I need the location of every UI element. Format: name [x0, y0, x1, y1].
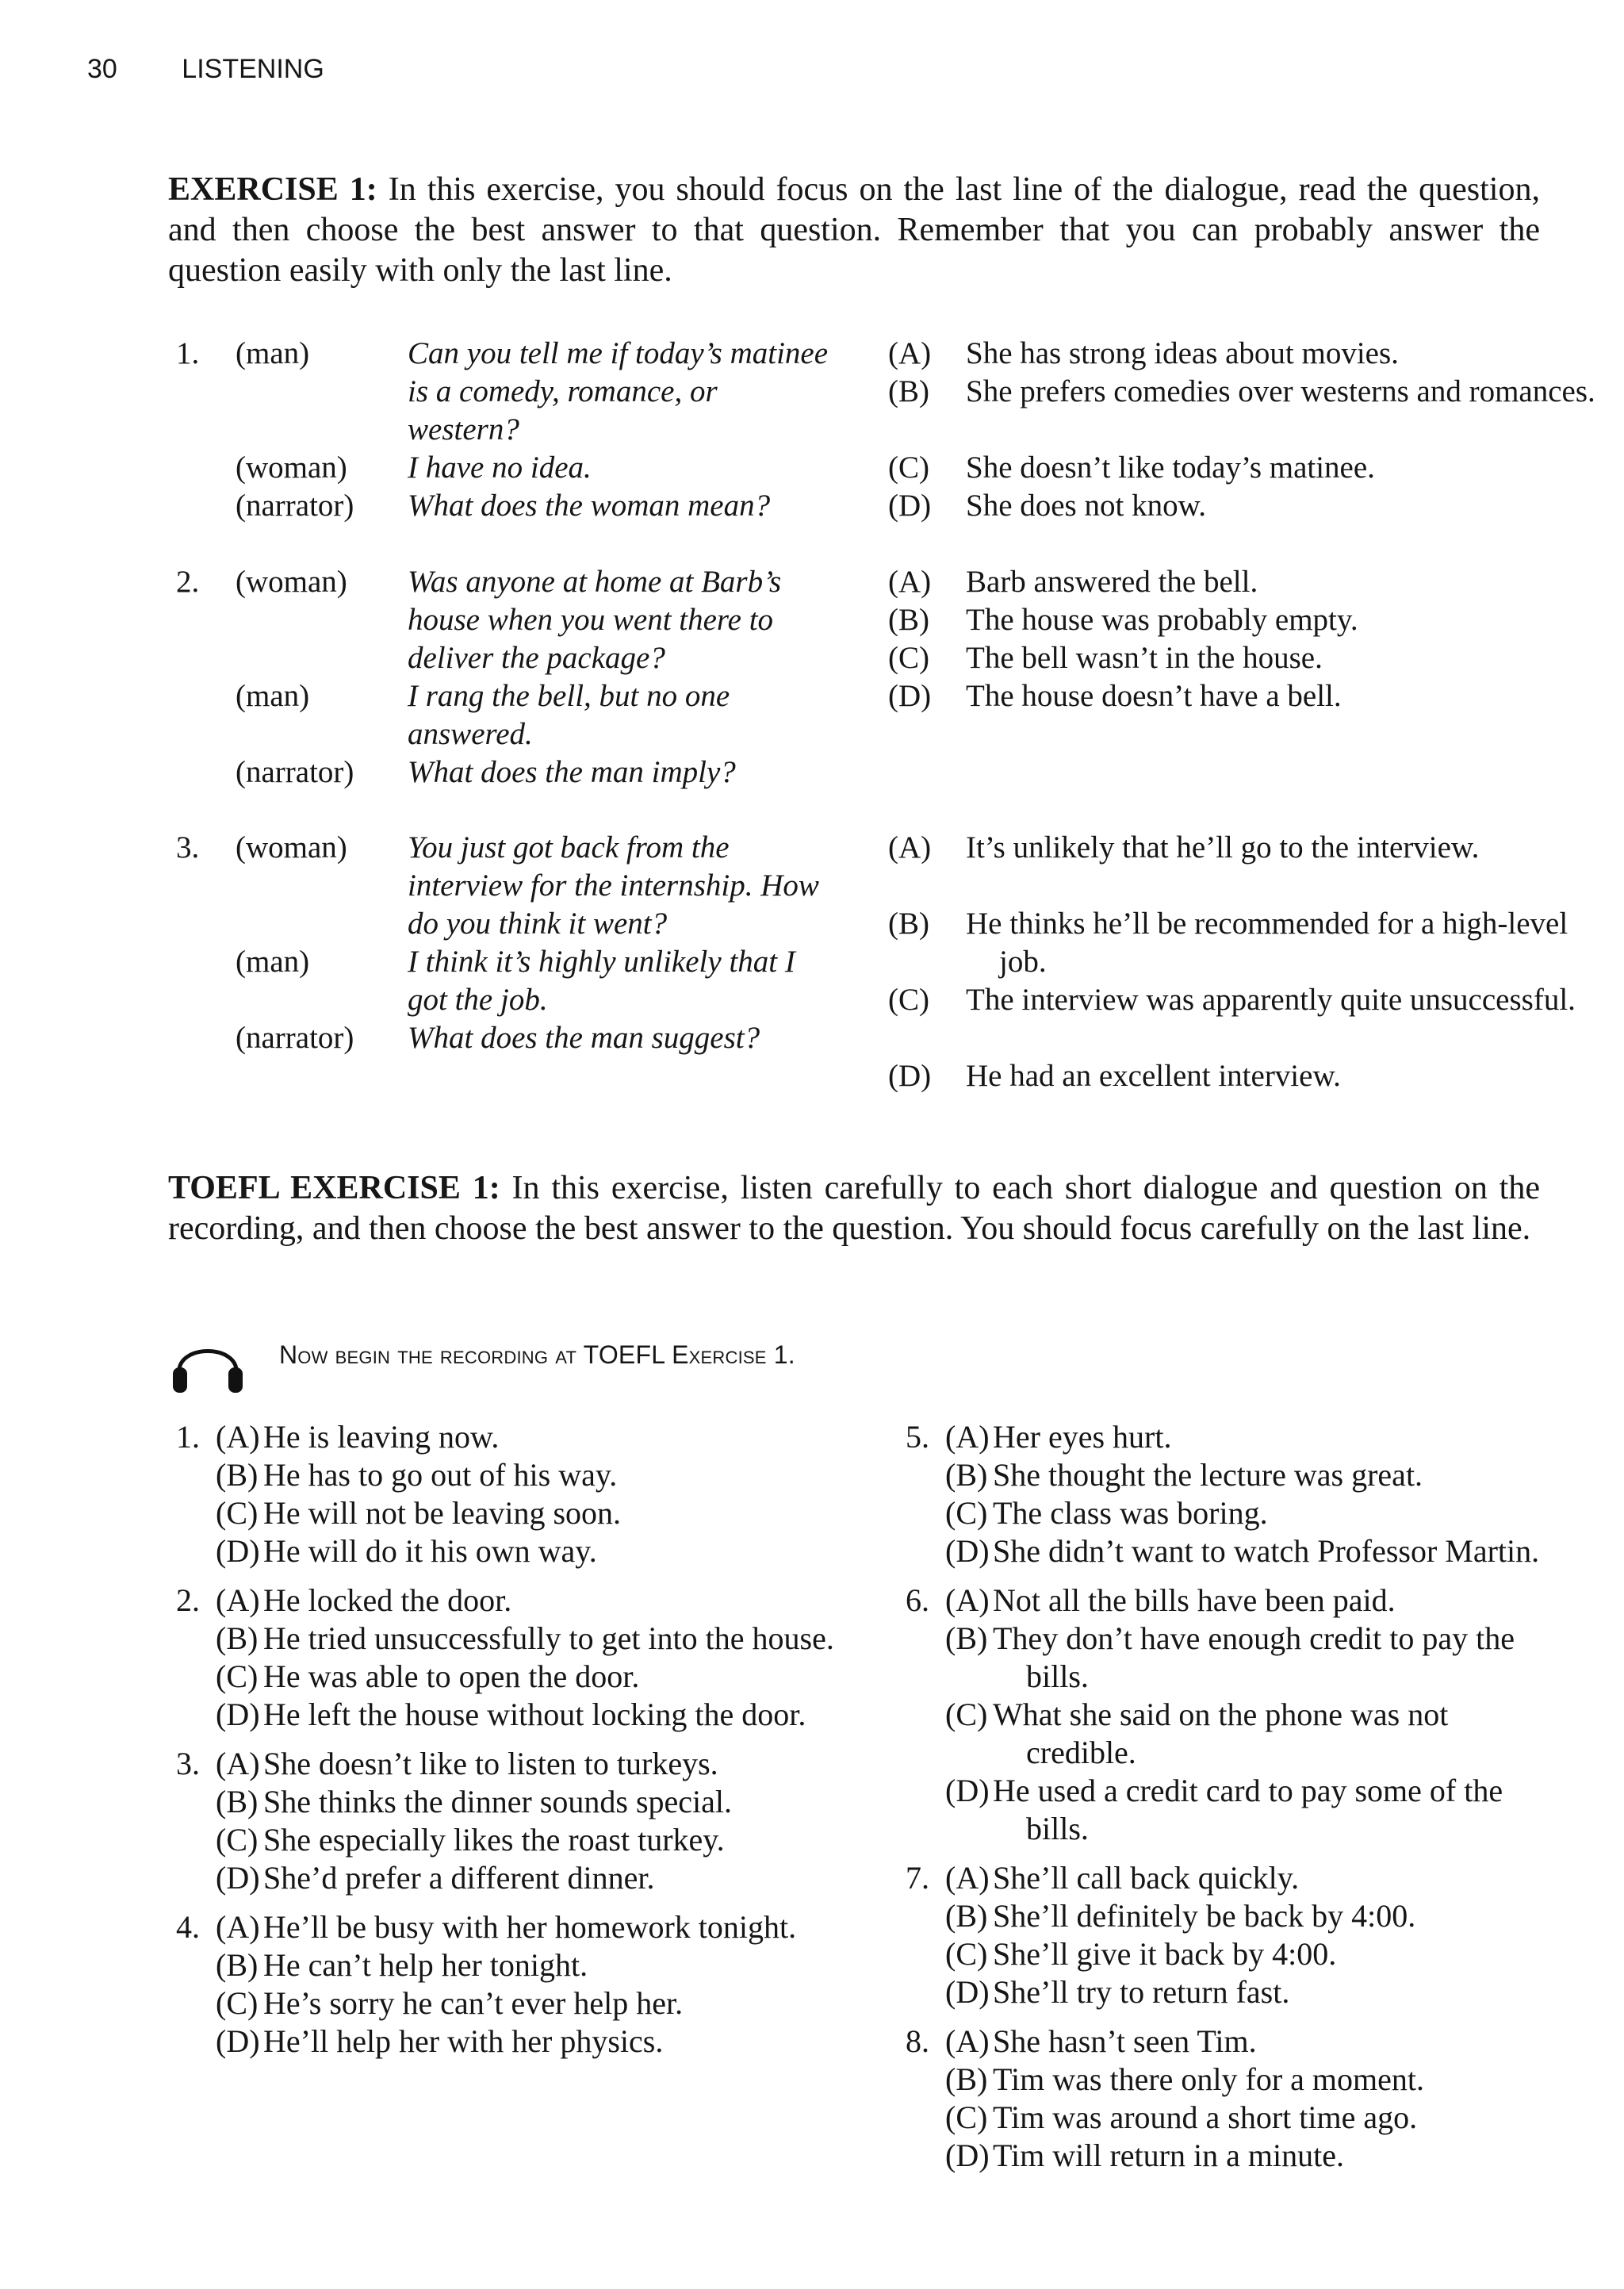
option-text: He will do it his own way. [263, 1533, 597, 1569]
option-letter: (B) [216, 1784, 259, 1819]
answer-option: It’s unlikely that he’ll go to the interview. [966, 830, 1480, 865]
option-text: Tim will return in a minute. [993, 2138, 1344, 2173]
answer-choice[interactable] [906, 1582, 1540, 1620]
option-letter: (B) [945, 1457, 988, 1493]
answer-option: He thinks he’ll be recommended for a high-level job. [966, 907, 1568, 979]
option-letter: (D) [888, 1059, 932, 1093]
dialogue-line: Can you tell me if today’s matinee is a comedy, romance, or western? [408, 336, 829, 447]
question-number: 2. [176, 1582, 200, 1618]
option-letter: (D) [216, 1697, 260, 1732]
answer-choice[interactable] [906, 2061, 1540, 2099]
toefl-exercise-1-label: TOEFL EXERCISE 1: [168, 1170, 500, 1206]
answer-option: She prefers comedies over westerns and romances. [966, 374, 1595, 408]
option-text: He is leaving now. [263, 1419, 500, 1455]
exercise-1-item-3 [0, 829, 1624, 1093]
answer-choice[interactable] [906, 2099, 1540, 2137]
speaker-label: (man) [236, 679, 310, 713]
option-text: The class was boring. [993, 1495, 1268, 1531]
page-header [87, 54, 324, 85]
option-text: He was able to open the door. [263, 1658, 640, 1694]
speaker-label: (man) [236, 336, 310, 370]
answer-choice[interactable] [176, 1418, 858, 1456]
option-text: She didn’t want to watch Professor Martin. [993, 1533, 1540, 1569]
speaker-label: (narrator) [236, 1021, 354, 1055]
answer-choice[interactable] [906, 1935, 1540, 1973]
answer-choice[interactable] [176, 1783, 858, 1821]
answer-choice[interactable] [176, 1908, 858, 1946]
question-number: 5. [906, 1419, 929, 1455]
option-text: Her eyes hurt. [993, 1419, 1172, 1455]
answer-choice[interactable] [906, 1418, 1540, 1456]
option-text: He’s sorry he can’t ever help her. [263, 1985, 684, 2021]
toefl-exercise-1-instructions [168, 1168, 1540, 1249]
dialogue-line: Was anyone at home at Barb’s house when you went there to deliver the package? [408, 565, 782, 675]
option-text: She’ll try to return fast. [993, 1974, 1290, 2010]
answer-option: He had an excellent interview. [966, 1059, 1341, 1093]
answer-choice[interactable] [906, 1897, 1540, 1935]
speaker-label: (woman) [236, 451, 347, 485]
toefl-question-3 [176, 1745, 858, 1897]
dialogue-line: What does the man suggest? [408, 1021, 760, 1055]
toefl-question-7 [906, 1859, 1540, 2011]
question-number: 1. [176, 1419, 200, 1455]
dialogue-line: I rang the bell, but no one answered. [408, 679, 730, 751]
toefl-question-4 [176, 1908, 858, 2061]
answer-choice[interactable] [176, 1984, 858, 2023]
answer-choice[interactable] [176, 1456, 858, 1494]
answer-option: The interview was apparently quite unsuccessful. [966, 983, 1576, 1017]
answer-choice[interactable] [906, 1772, 1540, 1848]
option-letter: (A) [216, 1419, 260, 1455]
question-number: 7. [906, 1860, 929, 1896]
option-letter: (D) [945, 1974, 990, 2010]
answer-choice[interactable] [176, 1821, 858, 1859]
option-text: He has to go out of his way. [263, 1457, 618, 1493]
option-text: She’ll call back quickly. [993, 1860, 1300, 1896]
option-text: They don’t have enough credit to pay the bills. [993, 1620, 1515, 1694]
answer-option: She does not know. [966, 489, 1206, 523]
answer-choice[interactable] [176, 2023, 858, 2061]
exercise-1-label: EXERCISE 1: [168, 171, 377, 208]
option-letter: (A) [945, 1419, 990, 1455]
answer-choice[interactable] [176, 1946, 858, 1984]
headphones-icon [168, 1326, 247, 1394]
answer-choice[interactable] [176, 1696, 858, 1734]
option-letter: (C) [888, 451, 929, 485]
option-letter: (B) [888, 603, 929, 637]
page-number: 30 [87, 54, 117, 84]
question-number: 8. [906, 2023, 929, 2059]
exercise-1-item-2 [0, 563, 1624, 789]
answer-choice[interactable] [176, 1859, 858, 1897]
answer-choice[interactable] [906, 1859, 1540, 1897]
option-letter: (C) [216, 1985, 259, 2021]
answer-option: The house was probably empty. [966, 603, 1358, 637]
option-letter: (C) [888, 641, 929, 675]
option-letter: (B) [945, 1620, 988, 1656]
item-number: 1. [176, 336, 200, 370]
exercise-1-instructions [168, 170, 1540, 291]
option-letter: (C) [945, 2099, 988, 2135]
question-number: 3. [176, 1746, 200, 1781]
answer-option: She has strong ideas about movies. [966, 336, 1399, 370]
question-number: 4. [176, 1909, 200, 1945]
option-letter: (B) [888, 374, 929, 408]
question-number: 6. [906, 1582, 929, 1618]
option-text: He left the house without locking the door. [263, 1697, 806, 1732]
option-text: She thinks the dinner sounds special. [263, 1784, 733, 1819]
option-text: He can’t help her tonight. [263, 1947, 588, 1983]
toefl-question-8 [906, 2023, 1540, 2175]
option-text: She’d prefer a different dinner. [263, 1860, 655, 1896]
answer-choice[interactable] [176, 1582, 858, 1620]
option-letter: (B) [216, 1620, 259, 1656]
option-text: Not all the bills have been paid. [993, 1582, 1396, 1618]
option-letter: (C) [945, 1697, 988, 1732]
option-letter: (A) [945, 1582, 990, 1618]
option-letter: (B) [216, 1947, 259, 1983]
option-letter: (D) [888, 489, 932, 523]
dialogue-line: I think it’s highly unlikely that I got the job. [408, 945, 795, 1017]
option-text: What she said on the phone was not credible. [993, 1697, 1449, 1770]
option-text: She’ll give it back by 4:00. [993, 1936, 1337, 1972]
speaker-label: (narrator) [236, 489, 354, 523]
item-number: 3. [176, 830, 200, 865]
option-letter: (B) [216, 1457, 259, 1493]
option-letter: (A) [945, 1860, 990, 1896]
option-text: He tried unsuccessfully to get into the house. [263, 1620, 834, 1656]
answer-choice[interactable] [906, 1532, 1540, 1570]
option-text: He’ll be busy with her homework tonight. [263, 1909, 797, 1945]
option-text: She’ll definitely be back by 4:00. [993, 1898, 1416, 1934]
option-text: He locked the door. [263, 1582, 512, 1618]
option-letter: (A) [888, 336, 932, 370]
answer-choice[interactable] [176, 1658, 858, 1696]
exercise-1-item-1 [0, 335, 1624, 541]
option-letter: (C) [216, 1658, 259, 1694]
answer-choice[interactable] [906, 1620, 1540, 1696]
audio-instruction: Now begin the recording at TOEFL Exercise 1. [279, 1340, 795, 1369]
option-text: He’ll help her with her physics. [263, 2023, 664, 2059]
option-letter: (A) [888, 830, 932, 865]
answer-choice[interactable] [176, 1494, 858, 1532]
option-letter: (C) [888, 983, 929, 1017]
option-letter: (D) [945, 2138, 990, 2173]
option-letter: (D) [216, 1860, 260, 1896]
speaker-label: (woman) [236, 565, 347, 599]
option-text: She doesn’t like to listen to turkeys. [263, 1746, 718, 1781]
speaker-label: (narrator) [236, 755, 354, 789]
option-letter: (C) [216, 1495, 259, 1531]
toefl-column-right [906, 1418, 1540, 2186]
answer-option: Barb answered the bell. [966, 565, 1258, 599]
option-letter: (A) [216, 1909, 260, 1945]
option-letter: (C) [945, 1495, 988, 1531]
answer-choice[interactable] [906, 1973, 1540, 2011]
toefl-question-1 [176, 1418, 858, 1570]
item-number: 2. [176, 565, 200, 599]
option-letter: (A) [216, 1582, 260, 1618]
option-letter: (B) [945, 1898, 988, 1934]
option-text: Tim was around a short time ago. [993, 2099, 1418, 2135]
option-letter: (D) [888, 679, 932, 713]
dialogue-line: You just got back from the interview for the internship. How do you think it went? [408, 830, 819, 941]
section-title: LISTENING [182, 54, 324, 84]
toefl-column-left [176, 1418, 858, 2072]
answer-choice[interactable] [176, 1532, 858, 1570]
answer-option: She doesn’t like today’s matinee. [966, 451, 1375, 485]
toefl-question-6 [906, 1582, 1540, 1848]
option-letter: (D) [216, 2023, 260, 2059]
dialogue-line: I have no idea. [408, 451, 592, 485]
answer-choice[interactable] [176, 1620, 858, 1658]
option-letter: (A) [888, 565, 932, 599]
option-text: He will not be leaving soon. [263, 1495, 622, 1531]
answer-choice[interactable] [906, 2023, 1540, 2061]
option-letter: (B) [888, 907, 929, 941]
answer-choice[interactable] [906, 2137, 1540, 2175]
dialogue-line: What does the woman mean? [408, 489, 771, 523]
option-letter: (B) [945, 2061, 988, 2097]
option-letter: (D) [216, 1533, 260, 1569]
option-letter: (A) [216, 1746, 260, 1781]
dialogue-line: What does the man imply? [408, 755, 736, 789]
answer-choice[interactable] [176, 1745, 858, 1783]
option-letter: (D) [945, 1533, 990, 1569]
answer-choice[interactable] [906, 1696, 1540, 1772]
option-letter: (D) [945, 1773, 990, 1808]
option-text: She thought the lecture was great. [993, 1457, 1423, 1493]
option-letter: (C) [216, 1822, 259, 1858]
option-letter: (A) [945, 2023, 990, 2059]
toefl-question-2 [176, 1582, 858, 1734]
answer-choice[interactable] [906, 1456, 1540, 1494]
option-text: She especially likes the roast turkey. [263, 1822, 725, 1858]
answer-option: The house doesn’t have a bell. [966, 679, 1342, 713]
option-letter: (C) [945, 1936, 988, 1972]
toefl-exercise-1-text: In this exercise, listen carefully to each short dialogue and question on the recording, and then choose the best answer to the question. You should focus carefully on the last line. [168, 1170, 1540, 1247]
toefl-question-5 [906, 1418, 1540, 1570]
option-text: He used a credit card to pay some of the bills. [993, 1773, 1503, 1846]
speaker-label: (woman) [236, 830, 347, 865]
option-text: She hasn’t seen Tim. [993, 2023, 1257, 2059]
answer-choice[interactable] [906, 1494, 1540, 1532]
answer-option: The bell wasn’t in the house. [966, 641, 1323, 675]
exercise-1-text: In this exercise, you should focus on the last line of the dialogue, read the question, and then choose the best answer to that question. Remember that you can probably answer the question easily with only the last line. [168, 171, 1540, 289]
speaker-label: (man) [236, 945, 310, 979]
option-text: Tim was there only for a moment. [993, 2061, 1425, 2097]
